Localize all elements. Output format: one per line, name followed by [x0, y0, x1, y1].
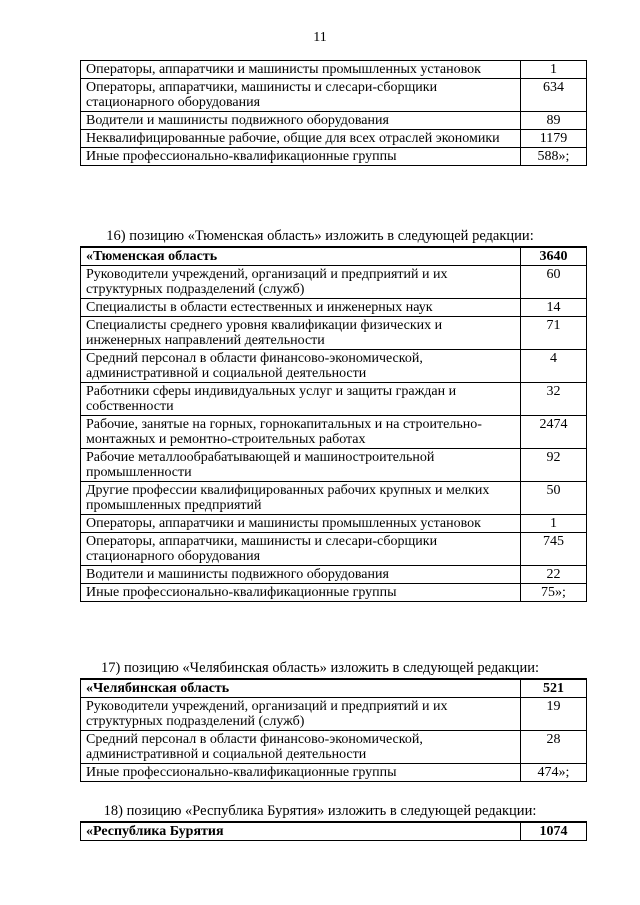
row-name: Рабочие металлообрабатывающей и машиностроительной промышленности: [81, 449, 521, 482]
region-total: 1074: [521, 822, 587, 841]
row-value: 745: [521, 533, 587, 566]
table-row: [81, 130, 587, 148]
row-name: Операторы, аппаратчики, машинисты и слесари-сборщики стационарного оборудования: [81, 533, 521, 566]
row-name: Другие профессии квалифицированных рабочих крупных и мелких промышленных предприятий: [81, 482, 521, 515]
table-row: [81, 533, 587, 566]
region-total: 521: [521, 679, 587, 698]
row-name: Средний персонал в области финансово-экономической, административной и социальной деятельности: [81, 350, 521, 383]
table-row: [81, 566, 587, 584]
row-value: 4: [521, 350, 587, 383]
row-value: 32: [521, 383, 587, 416]
table-row: [81, 299, 587, 317]
table-buryatia: [80, 821, 587, 841]
row-value: 75»;: [521, 584, 587, 602]
row-name: Операторы, аппаратчики и машинисты промышленных установок: [81, 515, 521, 533]
table-header-row: [81, 822, 587, 841]
row-value: 92: [521, 449, 587, 482]
table-row: [81, 584, 587, 602]
table-tyumen: [80, 246, 587, 602]
table-row: [81, 731, 587, 764]
row-name: Специалисты среднего уровня квалификации физических и инженерных направлений деятельности: [81, 317, 521, 350]
row-name: Рабочие, занятые на горных, горнокапитальных и на строительно-монтажных и ремонтно-строительных работах: [81, 416, 521, 449]
table-row: [81, 764, 587, 782]
row-name: Руководители учреждений, организаций и предприятий и их структурных подразделений (служб): [81, 266, 521, 299]
row-name: Иные профессионально-квалификационные группы: [81, 148, 521, 166]
row-name: Неквалифицированные рабочие, общие для всех отраслей экономики: [81, 130, 521, 148]
row-value: 2474: [521, 416, 587, 449]
region-name: «Тюменская область: [81, 247, 521, 266]
row-name: Операторы, аппаратчики, машинисты и слесари-сборщики стационарного оборудования: [81, 79, 521, 112]
table-row: [81, 112, 587, 130]
table-row: [81, 698, 587, 731]
region-name: «Республика Бурятия: [81, 822, 521, 841]
row-name: Иные профессионально-квалификационные группы: [81, 584, 521, 602]
row-value: 14: [521, 299, 587, 317]
row-name: Специалисты в области естественных и инженерных наук: [81, 299, 521, 317]
row-name: Руководители учреждений, организаций и предприятий и их структурных подразделений (служб): [81, 698, 521, 731]
table-top: [80, 60, 587, 166]
table-row: [81, 383, 587, 416]
row-value: 89: [521, 112, 587, 130]
table-row: [81, 317, 587, 350]
region-name: «Челябинская область: [81, 679, 521, 698]
paragraph-18: 18) позицию «Республика Бурятия» изложить в следующей редакции:: [103, 803, 537, 819]
table-row: [81, 416, 587, 449]
row-value: 588»;: [521, 148, 587, 166]
row-name: Работники сферы индивидуальных услуг и защиты граждан и собственности: [81, 383, 521, 416]
row-value: 19: [521, 698, 587, 731]
row-value: 634: [521, 79, 587, 112]
region-total: 3640: [521, 247, 587, 266]
table-row: [81, 79, 587, 112]
table-row: [81, 449, 587, 482]
table-header-row: [81, 247, 587, 266]
table-row: [81, 350, 587, 383]
row-value: 50: [521, 482, 587, 515]
row-name: Водители и машинисты подвижного оборудования: [81, 566, 521, 584]
table-row: [81, 515, 587, 533]
row-value: 1179: [521, 130, 587, 148]
row-name: Иные профессионально-квалификационные группы: [81, 764, 521, 782]
row-value: 71: [521, 317, 587, 350]
row-name: Операторы, аппаратчики и машинисты промышленных установок: [81, 61, 521, 79]
row-value: 474»;: [521, 764, 587, 782]
table-header-row: [81, 679, 587, 698]
row-value: 28: [521, 731, 587, 764]
page-number: 11: [313, 30, 327, 45]
row-value: 1: [521, 61, 587, 79]
table-row: [81, 148, 587, 166]
paragraph-17: 17) позицию «Челябинская область» изложить в следующей редакции:: [101, 660, 539, 676]
row-value: 1: [521, 515, 587, 533]
table-row: [81, 266, 587, 299]
paragraph-16: 16) позицию «Тюменская область» изложить в следующей редакции:: [106, 228, 534, 244]
row-name: Водители и машинисты подвижного оборудования: [81, 112, 521, 130]
row-value: 60: [521, 266, 587, 299]
table-chelyabinsk: [80, 678, 587, 782]
row-value: 22: [521, 566, 587, 584]
row-name: Средний персонал в области финансово-экономической, административной и социальной деятельности: [81, 731, 521, 764]
table-row: [81, 482, 587, 515]
table-row: [81, 61, 587, 79]
